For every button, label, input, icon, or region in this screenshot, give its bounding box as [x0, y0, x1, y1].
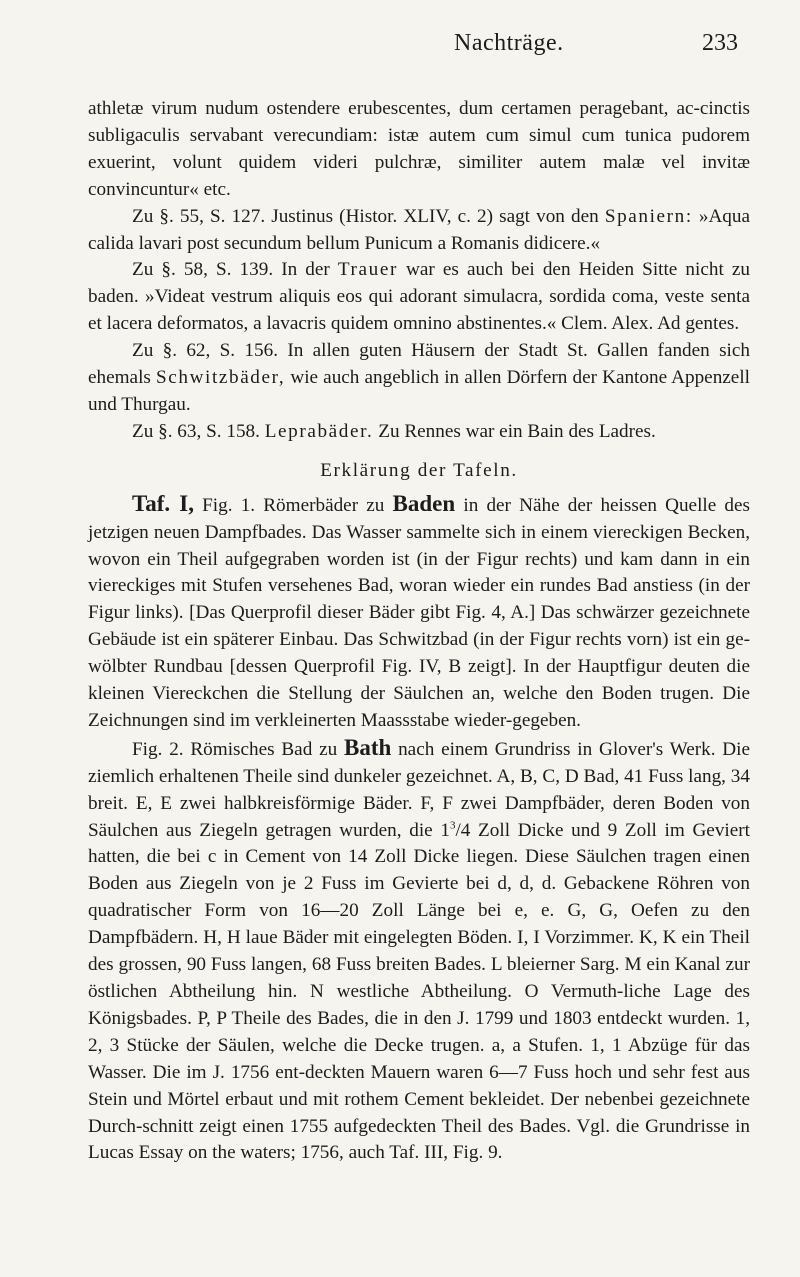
- page-header: [0, 30, 800, 70]
- section-heading: Erklärung der Tafeln.: [320, 459, 518, 481]
- plate-label: Taf. I,: [132, 490, 194, 516]
- paragraph-leprabaeder: Zu §. 63, S. 158. Leprabäder. Zu Rennes war ein Bain des Ladres.: [132, 420, 656, 442]
- paragraph-trauer: Zu §. 58, S. 139. In der Trauer war es auch bei den Heiden Sitte nicht zu baden. »Videat vestrum aliquis eos qui adorant simulacra, sordida coma, veste senta et lacera deformatos, a lavacris quidem omnino abstinentes.« Clem. Alex. Ad gentes.: [88, 259, 750, 335]
- paragraph-fig2: Fig. 2. Römisches Bad zu Bath nach einem Grundriss in Glover's Werk. Die ziemlich erhaltenen Theile sind dunkeler gezeichnet. A, B, C, D Bad, 41 Fuss lang, 34 breit. E, E zwei halbkreisförmige Bäder. F, F zwei Dampfbäder, deren Boden von Säulchen aus Ziegeln getragen wurden, die $1^3/4$ Zoll Dicke und 9 Zoll im Geviert hatten, die bei c in Cement von 14 Zoll Dicke liegen. Diese Säulchen tragen einen Boden aus Ziegeln von je 2 Fuss im Gevierte bei d, d, d. Gebackene Röhren von quadratischer Form von 16—20 Zoll Länge bei e, e. G, G, Oefen zu den Dampfbädern. H, H laue Bäder mit eingelegten Böden. I, I Vorzimmer. K, K ein Theil des grossen, 90 Fuss langen, 68 Fuss breiten Bades. L bleierner Sarg. M ein Kanal zur östlichen Abtheilung hin. N westliche Abtheilung. O Vermuth-liche Lage des Königsbades. P, P Theile des Bades, die in den J. 1799 und 1803 entdeckt wurden. 1, 2, 3 Stücke der Säulen, welche die Decke trugen. a, a Stufen. 1, 1 Abzüge für das Wasser. Die im J. 1756 ent-deckten Mauern waren 6—7 Fuss hoch und sehr fest aus Stein und Mörtel erbaut und mit rothem Cement bekleidet. Der nebenbei gezeichnete Durch-schnitt zeigt einen 1755 aufgedeckten Theil des Bades. Vgl. die Grundrisse in Lucas Essay on the waters; 1756, auch Taf. III, Fig. 9.: [88, 734, 751, 1164]
- paragraph-spanier: Zu §. 55, S. 127. Justinus (Histor. XLIV, c. 2) sagt von den Spaniern: »Aqua calida lavari post secundum bellum Punicum a Romanis didicere.«: [88, 205, 751, 254]
- running-head: Nachträge.: [454, 30, 564, 56]
- emphasis-spaniern: Spaniern:: [604, 205, 693, 227]
- paragraph-athletae: athletæ virum nudum ostendere erubescentes, dum certamen peragebant, ac-cinctis subligaculis servabant verecundiam: istæ autem cum simul cum tunica pudorem exuerint, volunt quidem videri pulchræ, similiter autem malæ vel invitæ convincuntur« etc.: [88, 98, 750, 200]
- emphasis-schwitzbaeder: Schwitzbäder,: [155, 367, 286, 389]
- fraction-superscript: 3: [449, 819, 456, 832]
- paragraph-schwitzbaeder: Zu §. 62, S. 156. In allen guten Häusern der Stadt St. Gallen fanden sich ehemals Schwitzbäder, wie auch angeblich in allen Dörfern der Kantone Appenzell und Thurgau.: [88, 340, 750, 415]
- paragraph-taf1-fig1: Taf. I, Fig. 1. Römerbäder zu Baden in der Nähe der heissen Quelle des jetzigen neuen Dampfbades. Das Wasser sammelte sich in einem viereckigen Becken, wovon ein Theil aufgegraben worden ist (in der Figur rechts) und kam dann in ein viereckiges mit Stufen versehenes Bad, woran wieder ein rundes Bad anstiess (in der Figur links). [Das Querprofil dieser Bäder gibt Fig. 4, A.] Das schwärzer gezeichnete Gebäude ist ein späterer Einbau. Das Schwitzbad (in der Figur rechts vorn) ist ein ge-wölbter Rundbau [dessen Querprofil Fig. IV, B zeigt]. In der Hauptfigur deuten die kleinen Viereckchen die Stellung der Säulchen an, welche den Boden trugen. Die Zeichnungen sind im verkleinerten Maassstabe wieder-gegeben.: [88, 490, 750, 731]
- body-text: [88, 96, 750, 1167]
- emphasis-leprabaeder: Leprabäder.: [264, 420, 374, 442]
- place-bath: Bath: [344, 734, 392, 760]
- emphasis-trauer: Trauer: [337, 259, 398, 281]
- place-baden: Baden: [392, 490, 456, 516]
- page-number: 233: [702, 30, 738, 56]
